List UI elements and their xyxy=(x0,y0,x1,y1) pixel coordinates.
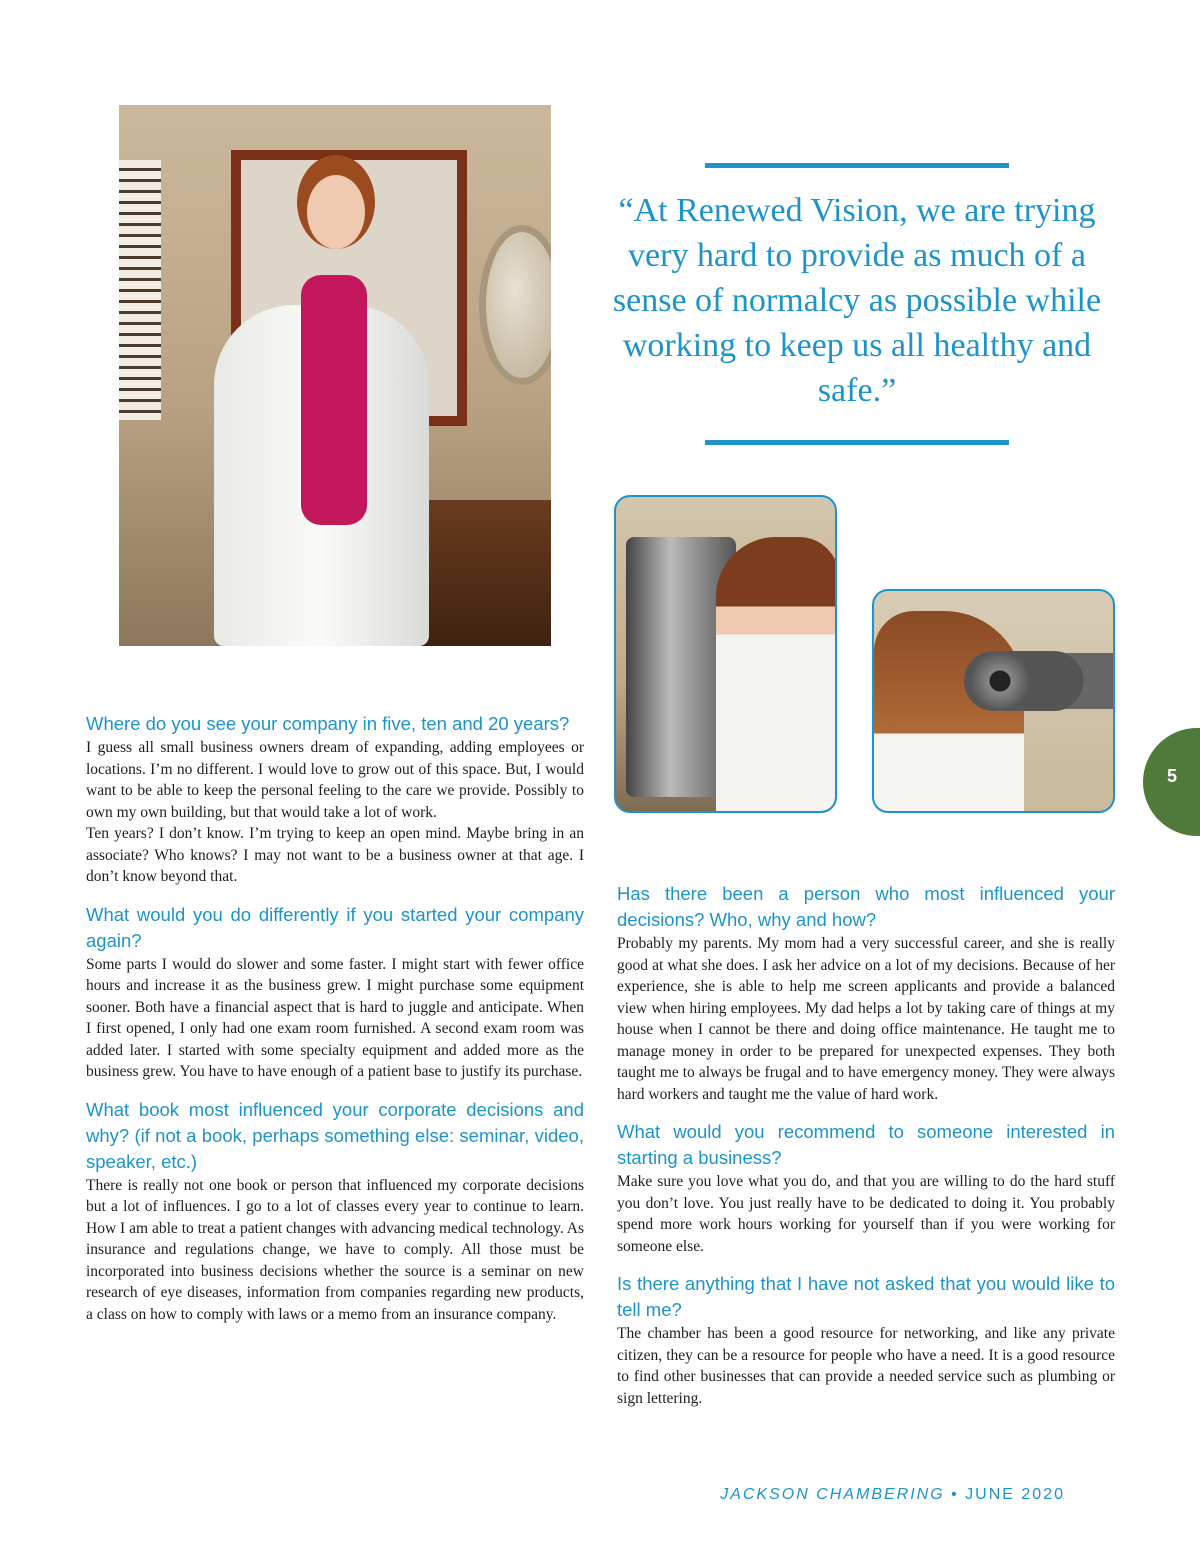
answer-paragraph: Make sure you love what you do, and that you are willing to do the hard stuff you don’t love. You just really have to be dedicated to doing it. You probably spend more work hours working for yourself than if you were working for someone else. xyxy=(617,1173,1115,1255)
question-heading: What would you recommend to someone interested in starting a business? xyxy=(617,1121,1115,1168)
wooden-chair xyxy=(419,500,551,646)
exam-person xyxy=(716,537,837,813)
question-heading: Is there anything that I have not asked that you would like to tell me? xyxy=(617,1273,1115,1320)
exam-photo xyxy=(614,495,837,813)
person-back xyxy=(874,611,1024,813)
answer-paragraph: The chamber has been a good resource for networking, and like any private citizen, they can be a resource for people who have a need. It is a good resource to find other businesses that can provide a needed service such as plumbing or sign lettering. xyxy=(617,1325,1115,1407)
question-heading: What would you do differently if you started your company again? xyxy=(86,903,584,951)
answer-block xyxy=(617,933,1115,1105)
eyeglass-rack-left xyxy=(119,160,161,420)
pull-quote: “At Renewed Vision, we are trying very hard to provide as much of a sense of normalcy as possible while working to keep us all healthy and safe.” xyxy=(612,192,1102,409)
answer-block xyxy=(617,1171,1115,1257)
answer-paragraph: Some parts I would do slower and some faster. I might start with fewer office hours and increase it as the business grew. I might purchase some equipment sooner. Both have a financial aspect that is hard to juggle and anticipate. When I first opened, I only had one exam room furnished. A second exam room was added later. I started with some specialty equipment and added more as the business grew. You have to have enough of a patient base to justify its purchase. xyxy=(86,955,584,1080)
person-head xyxy=(307,175,365,249)
right-column xyxy=(617,881,1115,1423)
phoropter-photo xyxy=(872,589,1115,813)
left-column xyxy=(86,711,584,1339)
page-number: 5 xyxy=(1166,766,1177,786)
answer-paragraph: Probably my parents. My mom had a very successful career, and she is really good at what she does. I ask her advice on a lot of my decisions. Because of her experience, she is able to help me screen applicants and provide a balanced view when hiring employees. My dad helps a lot by taking care of things at my house when I cannot be there and doing office maintenance. He taught me to manage money in order to be prepared for unexpected expenses. They both taught me to always be frugal and to have emergency money. They were always hard workers and taught me the value of hard work. xyxy=(617,935,1115,1103)
phoropter-device xyxy=(964,651,1084,711)
answer-block xyxy=(617,1323,1115,1409)
answer-block xyxy=(86,737,584,888)
answer-paragraph: Ten years? I don’t know. I’m trying to keep an open mind. Maybe bring in an associate? Who knows? I may not want to be a business owner at that age. I don’t know beyond that. xyxy=(86,825,584,885)
quote-rule-top xyxy=(705,163,1009,168)
question-heading: Where do you see your company in five, ten and 20 years? xyxy=(86,713,570,734)
answer-paragraph: There is really not one book or person that influenced my corporate decisions but a lot of influences. I go to a lot of classes every year to continue to learn. How I am able to treat a patient changes with advancing medical technology. As insurance and regulations change, we have to comply. All those must be incorporated into business decisions whether the source is a seminar on new research of eye diseases, information from companies regarding new products, a class on how to comply with laws or a memo from an insurance company. xyxy=(86,1176,584,1323)
footer-separator: • xyxy=(944,1486,966,1503)
quote-rule-bottom xyxy=(705,440,1009,445)
question-heading: What book most influenced your corporate decisions and why? (if not a book, perhaps something else: seminar, video, speaker, etc.) xyxy=(86,1098,584,1172)
question-heading: Has there been a person who most influenced your decisions? Who, why and how? xyxy=(617,883,1115,930)
portrait-photo xyxy=(119,105,551,646)
pink-shirt xyxy=(301,275,367,525)
footer xyxy=(720,1486,1065,1504)
footer-date: JUNE 2020 xyxy=(965,1486,1065,1503)
footer-publication: JACKSON CHAMBERING xyxy=(720,1486,945,1503)
answer-paragraph: I guess all small business owners dream of expanding, adding employees or locations. I’m no different. I would love to grow out of this space. But, I would want to be able to keep the personal feeling to the care we provide. Possibly to own my own building, but that would take a lot of work. xyxy=(86,739,584,821)
answer-block xyxy=(86,1175,584,1326)
oval-mirror xyxy=(479,225,551,385)
answer-block xyxy=(86,954,584,1083)
